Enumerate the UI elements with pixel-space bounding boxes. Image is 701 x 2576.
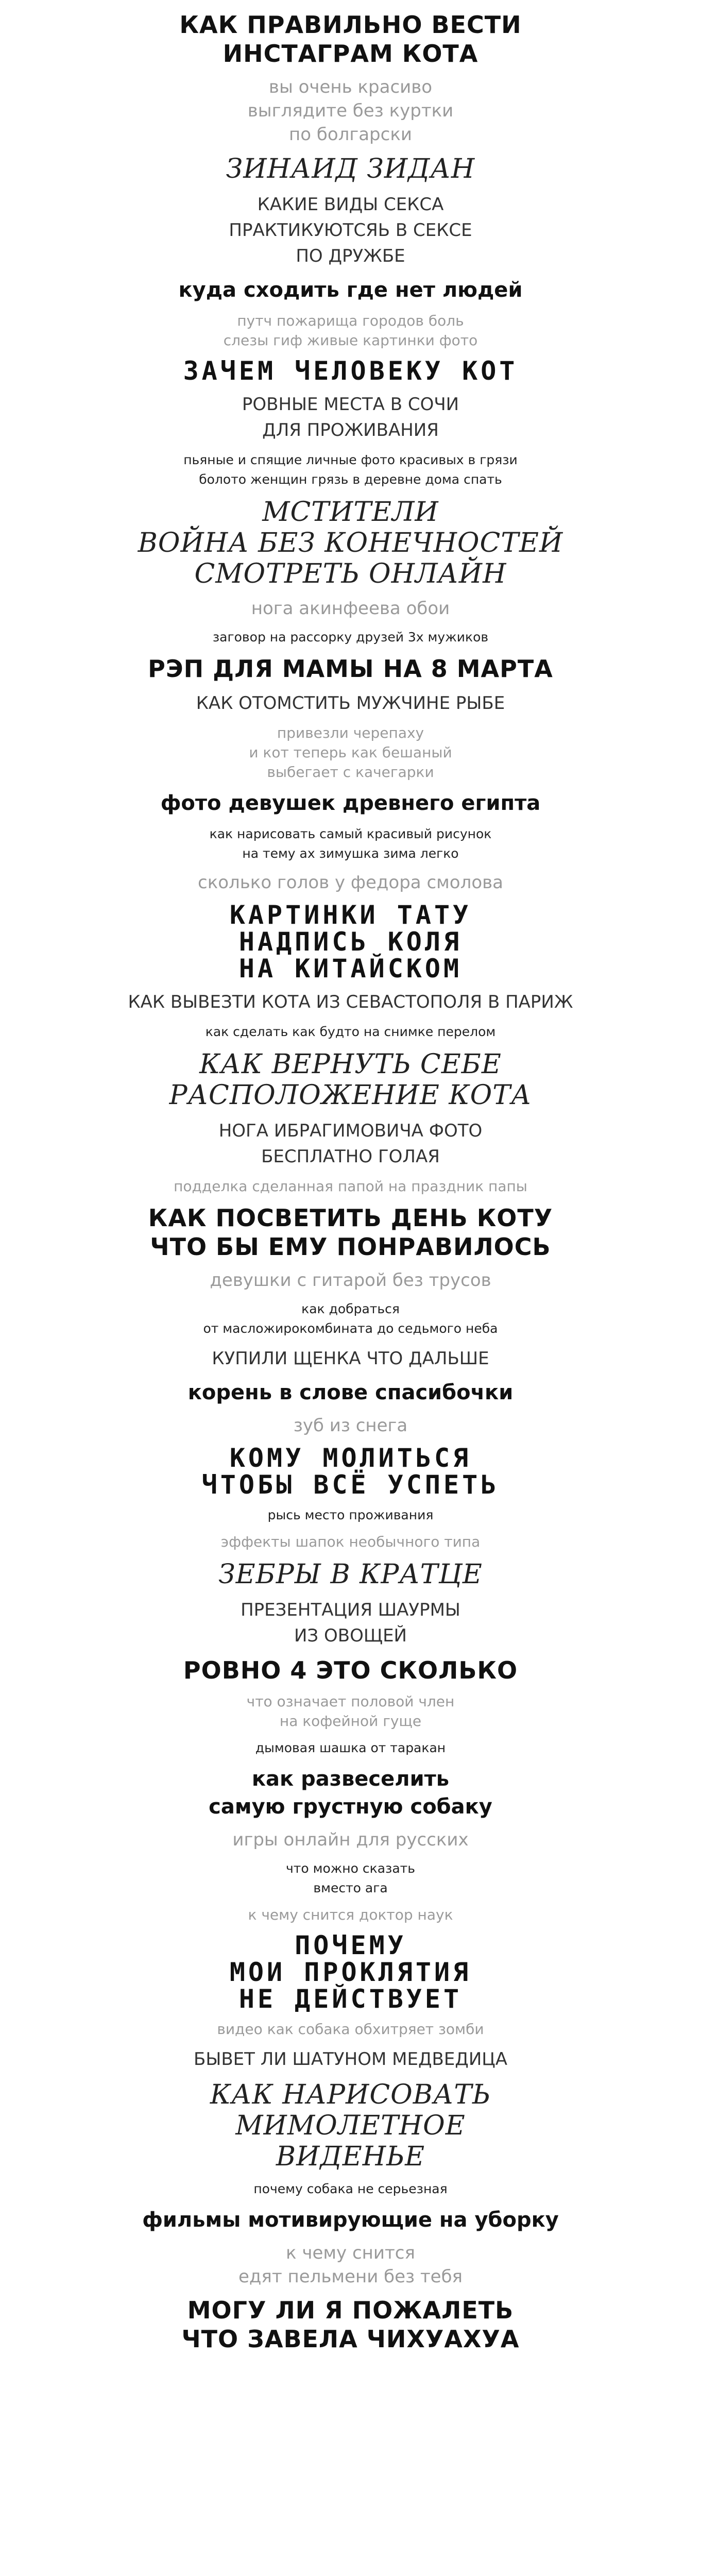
query-text: игры онлайн для русских [232,1829,469,1850]
query-text: к чему снится едят пельмени без тебя [238,2243,463,2287]
query-text: подделка сделанная папой на праздник папы [174,1178,527,1195]
spacer [0,2234,701,2241]
spacer [0,2172,701,2179]
spacer [0,269,701,276]
query-text: как сделать как будто на снимке перелом [205,1024,496,1039]
query-text: сколько голов у федора смолова [198,872,503,893]
query-text: эффекты шапок необычного типа [220,1533,481,1550]
spacer [0,863,701,871]
query-text: девушки с гитарой без трусов [210,1270,491,1291]
query-text: фото девушек древнего египта [160,791,541,815]
query-text: КАК ВЫВЕЗТИ КОТА ИЗ СЕВАСТОПОЛЯ В ПАРИЖ [128,992,573,1012]
query-text: МОГУ ЛИ Я ПОЖАЛЕТЬ ЧТО ЗАВЕЛА ЧИХУАХУА [181,2296,520,2353]
spacer [0,782,701,789]
query-text: куда сходить где нет людей [178,278,523,302]
spacer [0,1685,701,1692]
spacer [0,2039,701,2046]
spacer [0,1261,701,1268]
query-text: пьяные и спящие личные фото красивых в грязи болото женщин грязь в деревне дома спать [183,452,518,487]
query-text: почему собака не серьезная [253,2181,448,2196]
query-text: КАК ПОСВЕТИТЬ ДЕНЬ КОТУ ЧТО БЫ ЕМУ ПОНРАВИЛОСЬ [148,1204,553,1261]
query-text: путч пожарища городов боль слезы гиф живые картинки фото [223,312,478,349]
spacer [0,304,701,311]
query-text: ПРЕЗЕНТАЦИЯ ШАУРМЫ ИЗ ОВОЩЕЙ [241,1600,460,1646]
query-text: КУПИЛИ ЩЕНКА ЧТО ДАЛЬШЕ [212,1348,489,1369]
query-text: РОВНЫЕ МЕСТА В СОЧИ ДЛЯ ПРОЖИВАНИЯ [242,394,459,440]
query-text: МСТИТЕЛИ ВОЙНА БЕЗ КОНЕЧНОСТЕЙ СМОТРЕТЬ ОНЛАЙН [138,497,563,589]
spacer [0,1196,701,1204]
spacer [0,1338,701,1346]
query-text: КОМУ МОЛИТЬСЯ ЧТОБЫ ВСЁ УСПЕТЬ [201,1443,500,1500]
query-text: КАК ПРАВИЛЬНО ВЕСТИ ИНСТАГРАМ КОТА [179,11,522,67]
query-text: ЗИНАИД ЗИДАН [226,154,475,184]
query-text: что можно сказать вместо ага [286,1861,415,1895]
spacer [0,1552,701,1559]
spacer [0,2072,701,2079]
spacer [0,1898,701,1905]
spacer [0,2353,701,2361]
spacer [0,443,701,450]
spacer [0,68,701,75]
spacer [0,1821,701,1828]
spacer [0,1649,701,1656]
spacer [0,1406,701,1414]
query-text: как добраться от масложирокомбината до седьмого неба [203,1301,498,1336]
spacer [0,1852,701,1859]
spacer [0,2199,701,2206]
spacer [0,817,701,824]
spacer [0,489,701,497]
query-text: КАК ВЕРНУТЬ СЕБЕ РАСПОЛОЖЕНИЕ КОТА [169,1049,532,1111]
query-text: корень в слове спасибочки [187,1381,514,1404]
query-text: как развеселить самую грустную собаку [209,1767,492,1819]
query-text: РЭП ДЛЯ МАМЫ НА 8 МАРТА [148,655,553,683]
spacer [0,1525,701,1532]
spacer [0,647,701,654]
spacer [0,1111,701,1118]
query-text: заговор на рассорку друзей 3х мужиков [212,630,489,645]
spacer [0,1292,701,1299]
query-text: ЗЕБРЫ В КРАТЦЕ [218,1559,483,1590]
query-text: НОГА ИБРАГИМОВИЧА ФОТО БЕСПЛАТНО ГОЛАЯ [218,1121,483,1167]
query-text: дымовая шашка от таракан [255,1740,446,1755]
spacer [0,1170,701,1177]
query-text: БЫВЕТ ЛИ ШАТУНОМ МЕДВЕДИЦА [194,2049,507,2070]
query-text: нога акинфеева обои [251,598,450,619]
spacer [0,146,701,154]
query-text: КАРТИНКИ ТАТУ НАДПИСЬ КОЛЯ НА КИТАЙСКОМ [229,900,472,984]
query-text: фильмы мотивирующие на уборку [142,2208,559,2232]
query-text: к чему снится доктор наук [248,1906,453,1923]
spacer [0,1590,701,1597]
query-text: привезли черепаху и кот теперь как бешаный выбегает с качегарки [249,724,452,781]
spacer [0,1758,701,1765]
query-text: КАКИЕ ВИДЫ СЕКСА ПРАКТИКУЮТСЯЬ В СЕКСЕ ПО ДРУЖБЕ [229,194,472,266]
query-text: видео как собака обхитряет зомби [217,2021,484,2038]
query-text: КАК ОТОМСТИТЬ МУЖЧИНЕ РЫБЕ [196,693,505,714]
query-text: РОВНО 4 ЭТО СКОЛЬКО [183,1656,518,1684]
spacer [0,2289,701,2296]
spacer [0,1015,701,1022]
spacer [0,184,701,192]
spacer [0,683,701,690]
query-text: зуб из снега [293,1415,408,1436]
query-text: рысь место проживания [267,1507,434,1522]
spacer [0,1371,701,1379]
query-text: ПОЧЕМУ МОИ ПРОКЛЯТИЯ НЕ ДЕЙСТВУЕТ [229,1930,472,2014]
query-text: вы очень красиво выглядите без куртки по болгарски [247,77,454,145]
spacer [0,1731,701,1738]
spacer [0,716,701,723]
query-text: что означает половой член на кофейной гуще [246,1693,455,1730]
query-text: КАК НАРИСОВАТЬ МИМОЛЕТНОЕ ВИДЕНЬЕ [210,2079,491,2172]
spacer [0,589,701,597]
spacer [0,1042,701,1049]
query-text: ЗАЧЕМ ЧЕЛОВЕКУ КОТ [183,356,518,386]
spacer [0,620,701,628]
query-text: как нарисовать самый красивый рисунок на тему ах зимушка зима легко [209,826,492,861]
